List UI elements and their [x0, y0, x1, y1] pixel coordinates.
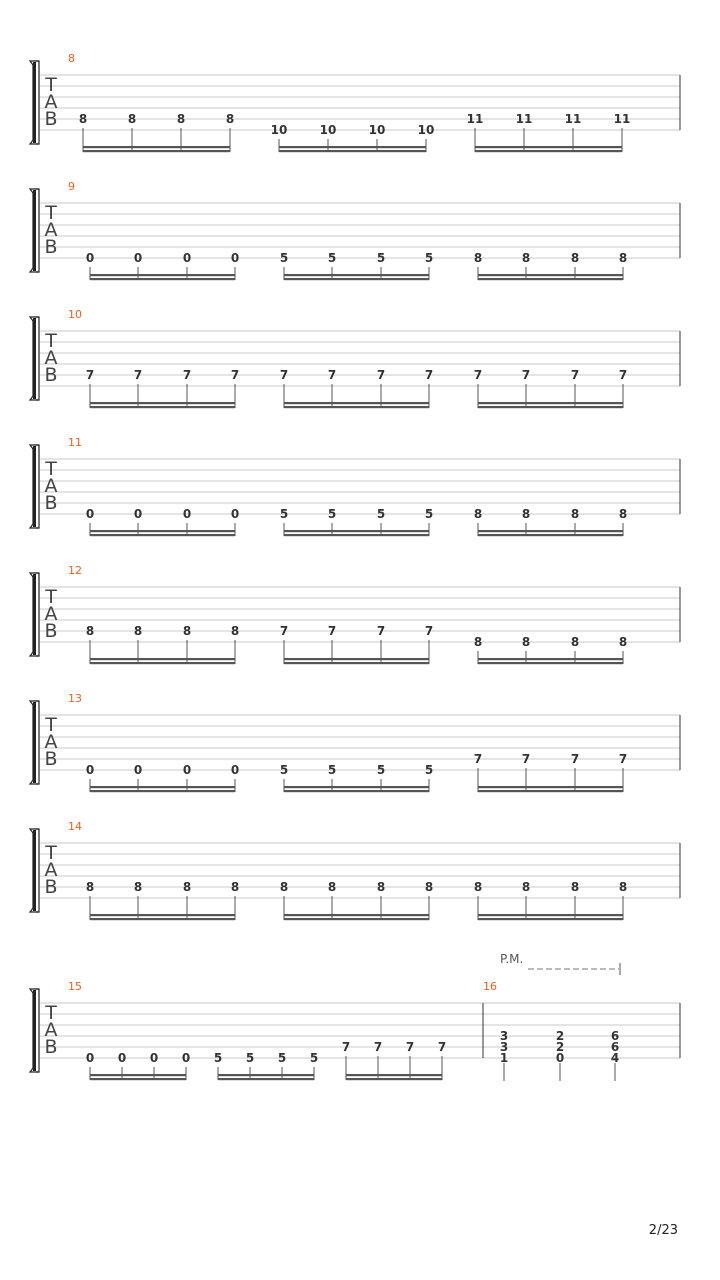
tab-clef-letter: T [45, 74, 57, 96]
tab-system [30, 692, 680, 792]
fret-number: 0 [230, 507, 240, 521]
beam [478, 278, 623, 280]
beam [478, 786, 623, 788]
chord-fret-number: 4 [610, 1051, 620, 1065]
fret-number: 7 [373, 1040, 383, 1054]
fret-number: 0 [182, 763, 192, 777]
tab-clef-letter: T [45, 586, 57, 608]
beam [90, 658, 235, 660]
fret-number: 8 [133, 624, 143, 638]
beam [218, 1074, 314, 1076]
fret-number: 7 [424, 368, 434, 382]
fret-number: 7 [521, 368, 531, 382]
beam [284, 278, 429, 280]
tab-clef-letter: B [44, 492, 58, 514]
fret-number: 0 [230, 251, 240, 265]
fret-number: 5 [279, 763, 289, 777]
fret-number: 8 [376, 880, 386, 894]
fret-number: 7 [570, 368, 580, 382]
beam [284, 402, 429, 404]
chord-fret-number: 3 [499, 1040, 509, 1054]
measure-number: 8 [68, 52, 75, 65]
beam [478, 406, 623, 408]
beam [90, 790, 235, 792]
fret-number: 8 [230, 880, 240, 894]
beam [478, 662, 623, 664]
tab-clef-letter: B [44, 876, 58, 898]
beam [284, 530, 429, 532]
beam [478, 402, 623, 404]
system-bracket-bar [33, 62, 36, 143]
system-bracket-bar [33, 190, 36, 271]
fret-number: 10 [319, 123, 337, 137]
fret-number: 8 [225, 112, 235, 126]
beam [90, 914, 235, 916]
beam [90, 402, 235, 404]
measure-number: 13 [68, 692, 82, 705]
fret-number: 10 [368, 123, 386, 137]
measure-number: 11 [68, 436, 82, 449]
fret-number: 7 [473, 752, 483, 766]
fret-number: 0 [85, 251, 95, 265]
tab-clef-letter: B [44, 1036, 58, 1058]
beam [284, 534, 429, 536]
tab-clef-letter: A [44, 1019, 58, 1041]
fret-number: 5 [424, 507, 434, 521]
fret-number: 7 [376, 368, 386, 382]
fret-number: 8 [279, 880, 289, 894]
fret-number: 8 [473, 635, 483, 649]
fret-number: 10 [270, 123, 288, 137]
tab-clef-letter: B [44, 748, 58, 770]
fret-number: 7 [230, 368, 240, 382]
fret-number: 8 [618, 251, 628, 265]
beam [284, 658, 429, 660]
beam [284, 790, 429, 792]
fret-number: 8 [473, 507, 483, 521]
tab-system [30, 820, 680, 920]
fret-number: 7 [405, 1040, 415, 1054]
tab-clef-letter: T [45, 202, 57, 224]
chord-fret-number: 6 [610, 1040, 620, 1054]
fret-number: 5 [327, 251, 337, 265]
page-number: 2/23 [648, 1223, 678, 1238]
beam [90, 278, 235, 280]
fret-number: 7 [618, 752, 628, 766]
tab-clef-letter: B [44, 108, 58, 130]
tab-clef-letter: A [44, 347, 58, 369]
fret-number: 5 [376, 763, 386, 777]
beam [284, 662, 429, 664]
chord-fret-number: 2 [555, 1040, 565, 1054]
tab-clef-letter: A [44, 859, 58, 881]
beam [279, 150, 426, 152]
fret-number: 5 [376, 507, 386, 521]
chord-fret-number: 2 [555, 1029, 565, 1043]
beam [90, 786, 235, 788]
fret-number: 7 [279, 368, 289, 382]
tab-system [30, 952, 680, 1081]
measure-number: 14 [68, 820, 82, 833]
measure-number: 16 [483, 980, 497, 993]
fret-number: 8 [570, 507, 580, 521]
fret-number: 8 [424, 880, 434, 894]
fret-number: 7 [341, 1040, 351, 1054]
beam [90, 530, 235, 532]
fret-number: 0 [117, 1051, 127, 1065]
beam [218, 1078, 314, 1080]
tab-clef-letter: T [45, 330, 57, 352]
measure-number: 12 [68, 564, 82, 577]
beam [346, 1074, 442, 1076]
beam [90, 918, 235, 920]
chord-fret-number: 6 [610, 1029, 620, 1043]
system-bracket [36, 61, 39, 144]
beam [284, 918, 429, 920]
fret-number: 5 [277, 1051, 287, 1065]
fret-number: 7 [618, 368, 628, 382]
fret-number: 8 [521, 880, 531, 894]
beam [90, 1078, 186, 1080]
fret-number: 0 [182, 251, 192, 265]
fret-number: 5 [327, 763, 337, 777]
fret-number: 8 [85, 880, 95, 894]
fret-number: 8 [473, 880, 483, 894]
fret-number: 8 [570, 251, 580, 265]
fret-number: 8 [182, 880, 192, 894]
fret-number: 5 [376, 251, 386, 265]
tab-clef-letter: T [45, 1002, 57, 1024]
fret-number: 8 [570, 635, 580, 649]
tab-clef-letter: B [44, 364, 58, 386]
tab-clef-letter: A [44, 603, 58, 625]
fret-number: 11 [613, 112, 631, 126]
fret-number: 7 [473, 368, 483, 382]
fret-number: 0 [85, 763, 95, 777]
fret-number: 8 [127, 112, 137, 126]
system-bracket-bar [33, 446, 36, 527]
beam [90, 1074, 186, 1076]
fret-number: 0 [85, 1051, 95, 1065]
tab-clef-letter: A [44, 475, 58, 497]
measure-number: 10 [68, 308, 82, 321]
fret-number: 5 [213, 1051, 223, 1065]
fret-number: 5 [309, 1051, 319, 1065]
system-bracket-bar [33, 318, 36, 399]
beam [284, 406, 429, 408]
fret-number: 8 [570, 880, 580, 894]
beam [478, 534, 623, 536]
tab-clef-letter: T [45, 458, 57, 480]
fret-number: 8 [521, 507, 531, 521]
fret-number: 0 [133, 507, 143, 521]
fret-number: 0 [230, 763, 240, 777]
beam [83, 146, 230, 148]
system-bracket-bar [33, 990, 36, 1071]
beam [284, 274, 429, 276]
fret-number: 0 [149, 1051, 159, 1065]
beam [478, 914, 623, 916]
beam [346, 1078, 442, 1080]
tab-clef-letter: A [44, 731, 58, 753]
tab-system [30, 436, 680, 536]
fret-number: 8 [133, 880, 143, 894]
fret-number: 8 [176, 112, 186, 126]
fret-number: 11 [564, 112, 582, 126]
system-bracket [36, 701, 39, 784]
system-bracket [36, 317, 39, 400]
fret-number: 8 [230, 624, 240, 638]
tab-clef-letter: A [44, 91, 58, 113]
beam [90, 534, 235, 536]
fret-number: 5 [279, 507, 289, 521]
beam [475, 146, 622, 148]
fret-number: 5 [424, 763, 434, 777]
chord-fret-number: 0 [555, 1051, 565, 1065]
fret-number: 8 [521, 635, 531, 649]
fret-number: 5 [424, 251, 434, 265]
fret-number: 7 [376, 624, 386, 638]
beam [90, 274, 235, 276]
fret-number: 0 [182, 507, 192, 521]
tab-clef-letter: B [44, 620, 58, 642]
fret-number: 7 [327, 624, 337, 638]
fret-number: 7 [85, 368, 95, 382]
system-bracket [36, 829, 39, 912]
system-bracket [36, 573, 39, 656]
fret-number: 7 [437, 1040, 447, 1054]
beam [478, 530, 623, 532]
fret-number: 8 [327, 880, 337, 894]
fret-number: 8 [78, 112, 88, 126]
tab-system [30, 564, 680, 664]
fret-number: 5 [279, 251, 289, 265]
tab-clef-letter: A [44, 219, 58, 241]
fret-number: 0 [181, 1051, 191, 1065]
chord-fret-number: 1 [499, 1051, 509, 1065]
palm-mute-label: P.M. [500, 952, 524, 966]
fret-number: 0 [85, 507, 95, 521]
tab-clef-letter: B [44, 236, 58, 258]
beam [284, 786, 429, 788]
beam [279, 146, 426, 148]
tab-clef-letter: T [45, 714, 57, 736]
fret-number: 8 [618, 635, 628, 649]
beam [475, 150, 622, 152]
system-bracket [36, 189, 39, 272]
beam [83, 150, 230, 152]
fret-number: 7 [521, 752, 531, 766]
fret-number: 0 [133, 251, 143, 265]
beam [478, 918, 623, 920]
system-bracket-bar [33, 830, 36, 911]
tab-system [30, 52, 680, 152]
beam [90, 406, 235, 408]
beam [284, 914, 429, 916]
fret-number: 7 [279, 624, 289, 638]
system-bracket [36, 445, 39, 528]
chord-fret-number: 3 [499, 1029, 509, 1043]
fret-number: 8 [618, 507, 628, 521]
measure-number: 9 [68, 180, 75, 193]
fret-number: 11 [466, 112, 484, 126]
fret-number: 8 [618, 880, 628, 894]
fret-number: 11 [515, 112, 533, 126]
fret-number: 7 [327, 368, 337, 382]
fret-number: 8 [473, 251, 483, 265]
fret-number: 8 [182, 624, 192, 638]
fret-number: 7 [182, 368, 192, 382]
fret-number: 8 [85, 624, 95, 638]
fret-number: 10 [417, 123, 435, 137]
fret-number: 7 [424, 624, 434, 638]
beam [478, 658, 623, 660]
measure-number: 15 [68, 980, 82, 993]
fret-number: 5 [245, 1051, 255, 1065]
beam [478, 274, 623, 276]
fret-number: 8 [521, 251, 531, 265]
system-bracket-bar [33, 702, 36, 783]
tab-system [30, 308, 680, 408]
system-bracket [36, 989, 39, 1072]
tab-clef-letter: T [45, 842, 57, 864]
beam [90, 662, 235, 664]
beam [478, 790, 623, 792]
fret-number: 7 [133, 368, 143, 382]
fret-number: 5 [327, 507, 337, 521]
system-bracket-bar [33, 574, 36, 655]
fret-number: 7 [570, 752, 580, 766]
tab-system [30, 180, 680, 280]
fret-number: 0 [133, 763, 143, 777]
tab-systems [30, 52, 680, 1081]
